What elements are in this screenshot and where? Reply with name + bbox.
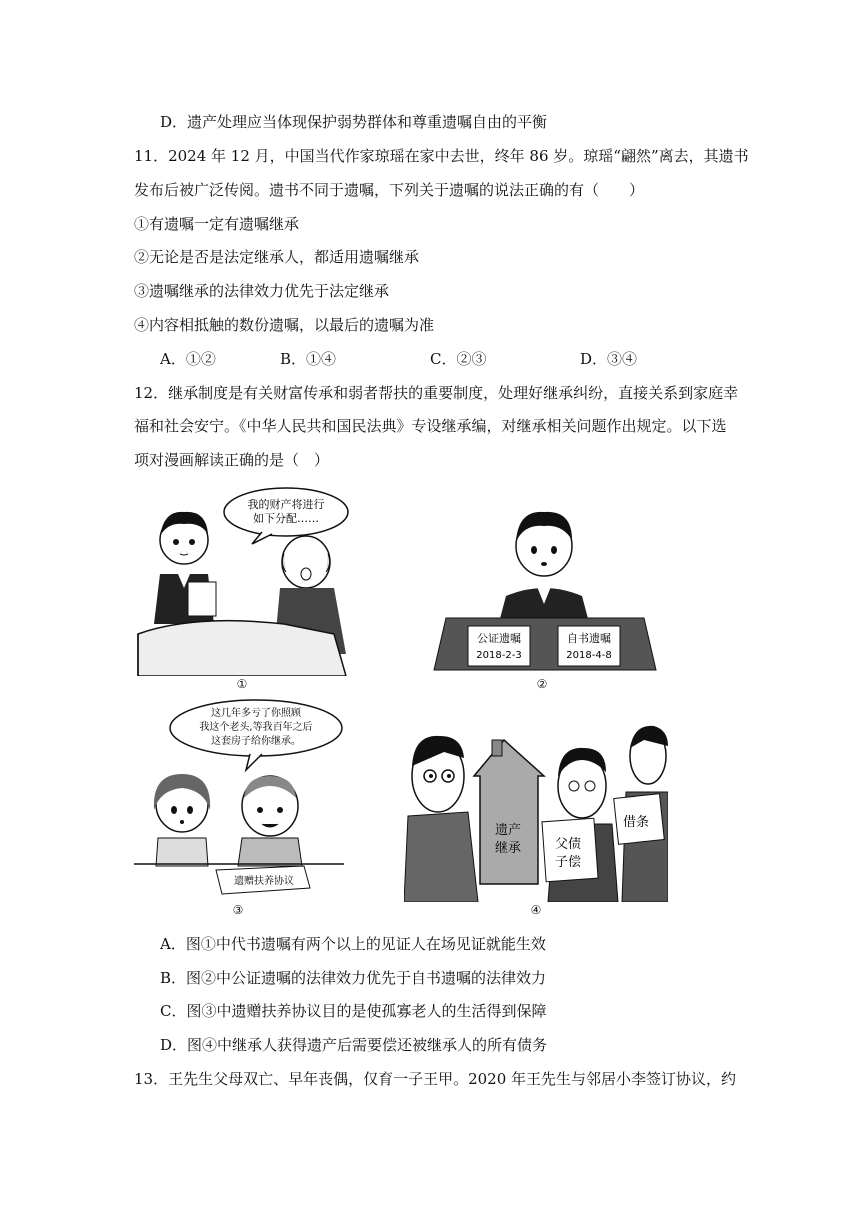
q11-option-d: D．③④ bbox=[580, 350, 638, 368]
panel2-doc2-title: 自书遗嘱 bbox=[567, 632, 611, 645]
q11-stem-line1: 11．2024 年 12 月，中国当代作家琼瑶在家中去世，终年 86 岁。琼瑶“翩然”离去，其遗书 bbox=[134, 147, 749, 165]
q12-option-c: C．图③中遗赠扶养协议目的是使孤寡老人的生活得到保障 bbox=[160, 1002, 547, 1020]
comic-panel-4 bbox=[404, 716, 668, 902]
comic-panel-1 bbox=[134, 484, 352, 676]
q13-stem-line1: 13．王先生父母双亡、早年丧偶，仅育一子王甲。2020 年王先生与邻居小李签订协议，约 bbox=[134, 1070, 737, 1088]
panel3-paper-label: 遗赠扶养协议 bbox=[234, 876, 294, 887]
panel3-bubble-line3: 这套房子给你继承。 bbox=[211, 736, 301, 747]
panel2-doc2-date: 2018-4-8 bbox=[566, 650, 612, 661]
comic-panel-3 bbox=[134, 698, 344, 898]
q12-stem-line1: 12．继承制度是有关财富传承和弱者帮扶的重要制度，处理好继承纠纷，直接关系到家庭幸 bbox=[134, 384, 739, 402]
q10-option-d: D．遗产处理应当体现保护弱势群体和尊重遗嘱自由的平衡 bbox=[160, 113, 548, 131]
q12-stem-line3: 项对漫画解读正确的是（ ） bbox=[134, 451, 330, 469]
q11-option-a: A．①② bbox=[160, 350, 216, 368]
panel1-bubble-line1: 我的财产将进行 bbox=[247, 498, 325, 511]
q12-option-b: B．图②中公证遗嘱的法律效力优先于自书遗嘱的法律效力 bbox=[160, 969, 547, 987]
panel4-sign2: 借条 bbox=[622, 815, 650, 830]
q11-option-c: C．②③ bbox=[430, 350, 487, 368]
q12-option-d: D．图④中继承人获得遗产后需要偿还被继承人的所有债务 bbox=[160, 1036, 548, 1054]
panel2-doc1-title: 公证遗嘱 bbox=[477, 632, 521, 645]
q11-item-2: ②无论是否是法定继承人，都适用遗嘱继承 bbox=[134, 248, 420, 266]
q11-option-b: B．①④ bbox=[280, 350, 337, 368]
panel2-caption: ② bbox=[536, 677, 548, 691]
panel4-house-line2: 继承 bbox=[494, 841, 522, 856]
q12-stem-line2: 福和社会安宁。《中华人民共和国民法典》专设继承编，对继承相关问题作出规定。以下选 bbox=[134, 417, 727, 435]
panel3-caption: ③ bbox=[232, 903, 244, 917]
panel4-caption: ④ bbox=[530, 903, 542, 917]
q12-option-a: A．图①中代书遗嘱有两个以上的见证人在场见证就能生效 bbox=[160, 935, 546, 953]
q11-item-3: ③遗嘱继承的法律效力优先于法定继承 bbox=[134, 282, 390, 300]
panel1-caption: ① bbox=[236, 677, 248, 691]
panel1-bubble-line2: 如下分配…… bbox=[253, 512, 319, 525]
panel3-bubble-line2: 我这个老头,等我百年之后 bbox=[199, 722, 313, 733]
panel4-house-line1: 遗产 bbox=[494, 823, 522, 838]
panel3-bubble-line1: 这几年多亏了你照顾 bbox=[211, 708, 301, 719]
panel4-sign1-line1: 父债 bbox=[554, 837, 582, 852]
panel2-doc1-date: 2018-2-3 bbox=[476, 650, 522, 661]
q11-item-1: ①有遗嘱一定有遗嘱继承 bbox=[134, 215, 300, 233]
panel4-sign1-line2: 子偿 bbox=[554, 855, 582, 870]
comic-panel-2 bbox=[432, 500, 658, 676]
q11-item-4: ④内容相抵触的数份遗嘱，以最后的遗嘱为准 bbox=[134, 316, 435, 334]
q11-stem-line2: 发布后被广泛传阅。遗书不同于遗嘱，下列关于遗嘱的说法正确的有（ ） bbox=[134, 181, 645, 199]
